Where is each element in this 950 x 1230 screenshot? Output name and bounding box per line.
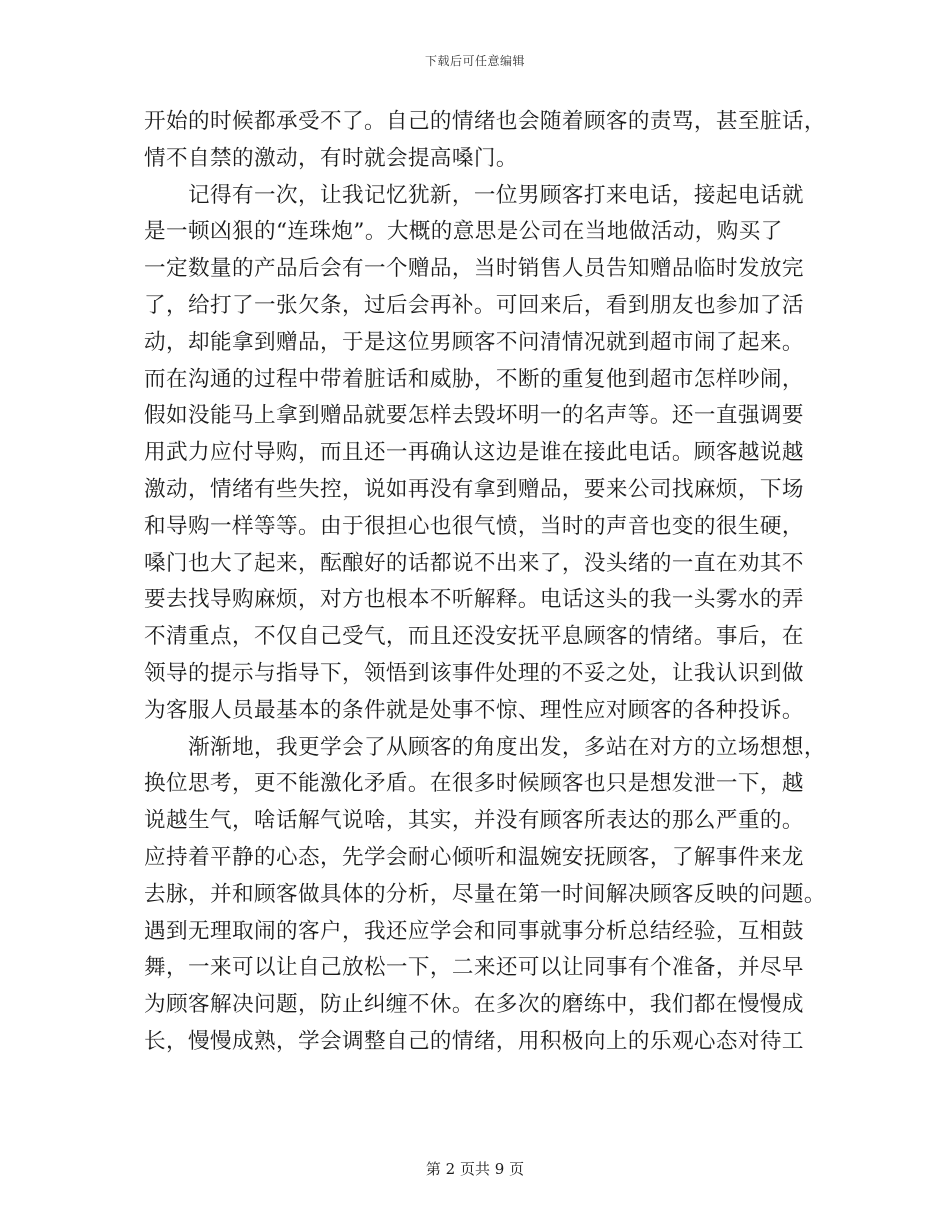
text-line: 说越生气，啥话解气说啥，其实，并没有顾客所表达的那么严重的。	[144, 808, 804, 834]
paragraph-start-line: 渐渐地，我更学会了从顾客的角度出发，多站在对方的立场想想，	[188, 734, 826, 760]
text-line: 为顾客解决问题，防止纠缠不休。在多次的磨练中，我们都在慢慢成	[144, 992, 804, 1018]
document-body	[144, 104, 826, 1061]
text-line: 而在沟通的过程中带着脏话和威胁，不断的重复他到超市怎样吵闹，	[144, 366, 804, 392]
text-line: 假如没能马上拿到赠品就要怎样去毁坏明一的名声等。还一直强调要	[144, 403, 804, 429]
page-header: 下载后可任意编辑	[424, 54, 525, 68]
text-line: 应持着平静的心态，先学会耐心倾听和温婉安抚顾客，了解事件来龙	[144, 844, 804, 870]
text-line: 动，却能拿到赠品，于是这位男顾客不问清情况就到超市闹了起来。	[144, 329, 804, 355]
text-line: 一定数量的产品后会有一个赠品，当时销售人员告知赠品临时发放完	[144, 256, 804, 282]
text-line: 用武力应付导购，而且还一再确认这边是谁在接此电话。顾客越说越	[144, 440, 804, 466]
text-line: 了，给打了一张欠条，过后会再补。可回来后，看到朋友也参加了活	[144, 292, 804, 318]
text-line: 和导购一样等等。由于很担心也很气愤，当时的声音也变的很生硬，	[144, 513, 804, 539]
paragraph-start-line: 记得有一次，让我记忆犹新，一位男顾客打来电话，接起电话就	[188, 182, 804, 208]
text-line: 为客服人员最基本的条件就是处事不惊、理性应对顾客的各种投诉。	[144, 697, 804, 723]
text-line: 换位思考，更不能激化矛盾。在很多时候顾客也只是想发泄一下，越	[144, 771, 804, 797]
text-line: 开始的时候都承受不了。自己的情绪也会随着顾客的责骂，甚至脏话，	[144, 109, 826, 134]
text-line: 激动，情绪有些失控，说如再没有拿到赠品，要来公司找麻烦，下场	[144, 476, 804, 502]
text-line: 遇到无理取闹的客户，我还应学会和同事就事分析总结经验，互相鼓	[144, 918, 804, 944]
text-line: 领导的提示与指导下，领悟到该事件处理的不妥之处，让我认识到做	[144, 660, 804, 686]
text-line: 舞，一来可以让自己放松一下，二来还可以让同事有个准备，并尽早	[144, 955, 804, 981]
text-line: 是一顿凶狠的“连珠炮”。大概的意思是公司在当地做活动，购买了	[144, 219, 783, 245]
text-line: 去脉，并和顾客做具体的分析，尽量在第一时间解决顾客反映的问题。	[144, 881, 826, 907]
text-line: 要去找导购麻烦，对方也根本不听解释。电话这头的我一头雾水的弄	[144, 587, 804, 613]
text-line: 情不自禁的激动，有时就会提高嗓门。	[144, 145, 518, 171]
page-number: 第 2 页共 9 页	[425, 1160, 525, 1178]
text-line: 不清重点，不仅自己受气，而且还没安抚平息顾客的情绪。事后，在	[144, 624, 804, 650]
text-line: 嗓门也大了起来，酝酿好的话都说不出来了，没头绪的一直在劝其不	[144, 550, 804, 576]
text-line: 长，慢慢成熟，学会调整自己的情绪，用积极向上的乐观心态对待工	[144, 1028, 804, 1054]
